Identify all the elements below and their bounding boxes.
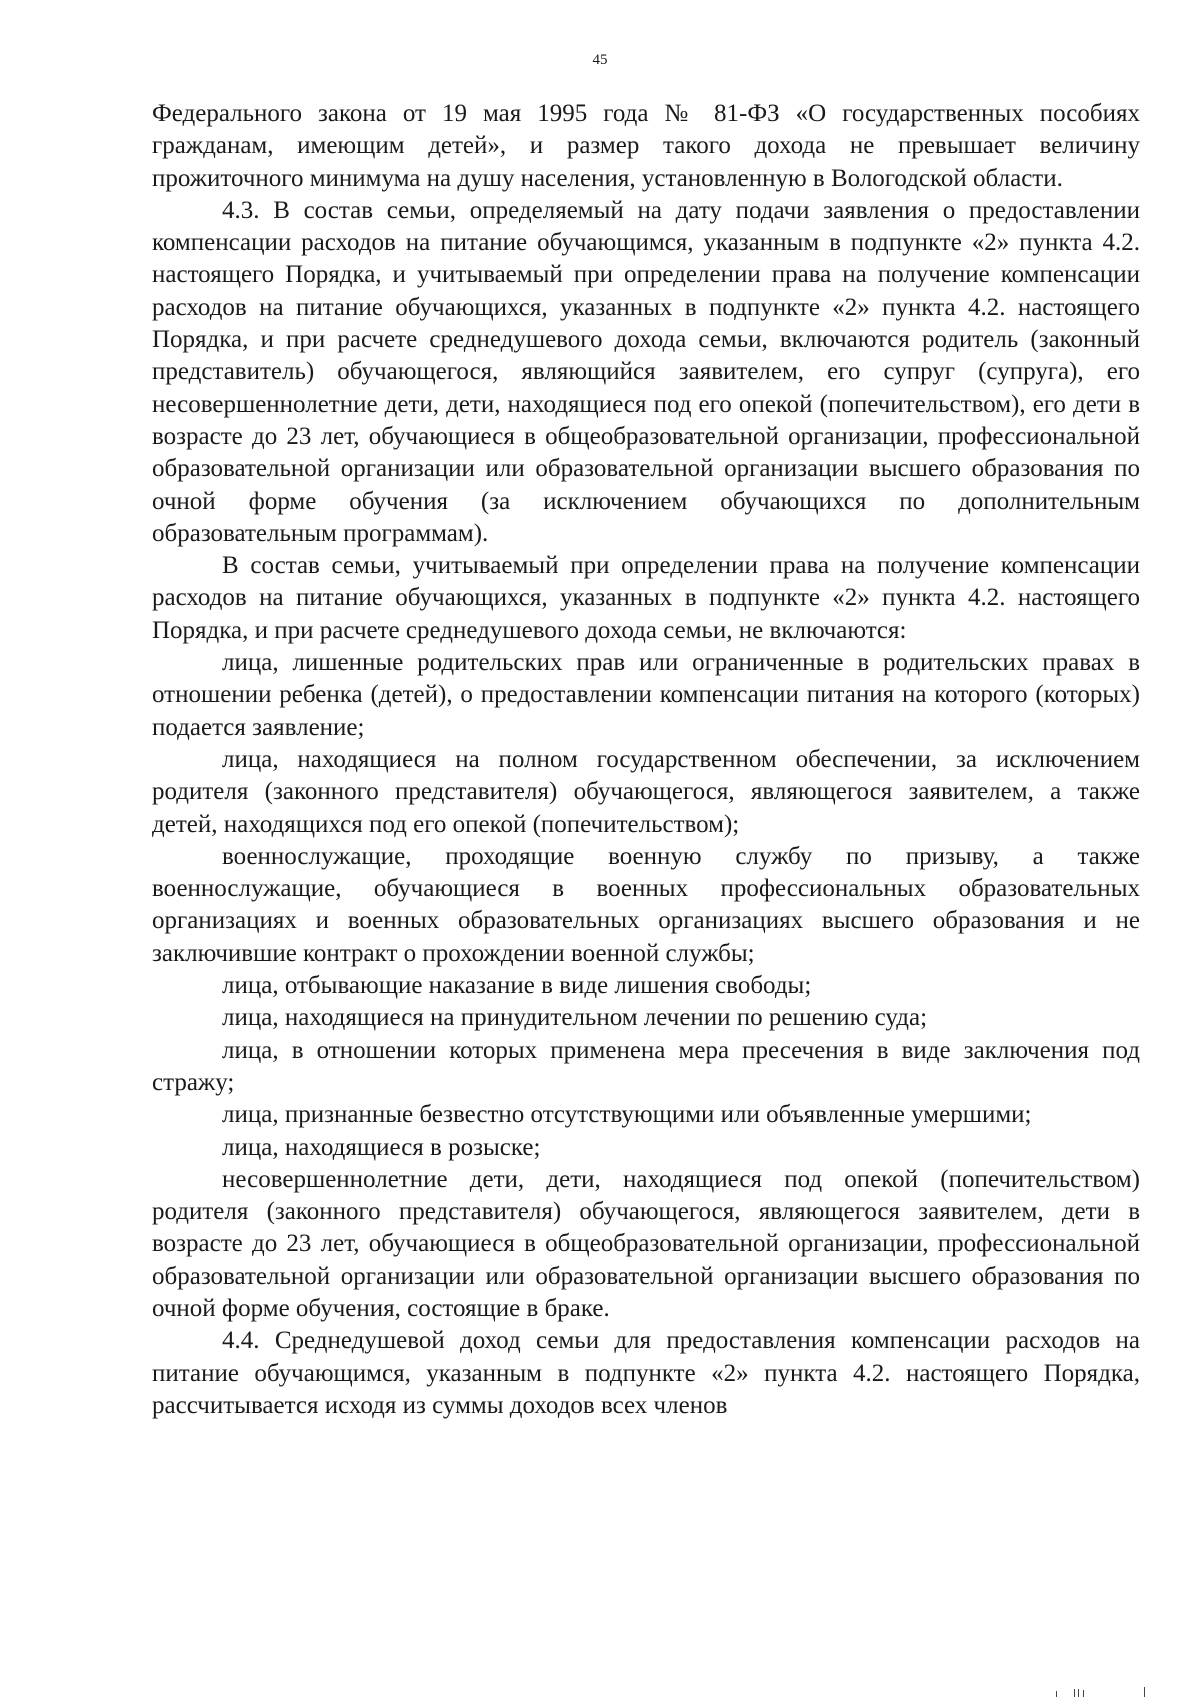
paragraph-exclusions-intro: В состав семьи, учитываемый при определении права на получение компенсации расходов на питание обучающихся, указанных в подпункте «2» пункта 4.2. настоящего Порядка, и при расчете среднедушевого дохода семьи, не включаются: [152,552,1140,644]
list-item-missing-or-deceased: лица, признанные безвестно отсутствующими или объявленные умершими; [222,1101,1032,1129]
paragraph-4-3: 4.3. В состав семьи, определяемый на дату подачи заявления о предоставлении компенсации расходов на питание обучающимся, указанным в подпункте «2» пункта 4.2. настоящего Порядка, и учитываемый при определении права на получение компенсации расходов на питание обучающихся, указанных в подпункте «2» пункта 4.2. настоящего Порядка, и при расчете среднедушевого дохода семьи, включаются родитель (законный представитель) обучающегося, являющийся заявителем, его супруг (супруга), его несовершеннолетние дети, дети, находящиеся под его опекой (попечительством), его дети в возрасте до 23 лет, обучающиеся в общеобразовательной организации, профессиональной образовательной организации или образовательной организации высшего образования по очной форме обучения (за исключением обучающихся по дополнительным образовательным программам). [152,196,1140,547]
paragraph-continuation: Федерального закона от 19 мая 1995 года № 81-ФЗ «О государственных пособиях гражданам, имеющим детей», и размер такого дохода не превышает величину прожиточного минимума на душу населения, установленную в Вологодской области. [152,100,1140,192]
list-item-wanted: лица, находящиеся в розыске; [222,1133,541,1161]
list-item-married-children: несовершеннолетние дети, дети, находящиеся под опекой (попечительством) родителя (законного представителя) обучающегося, являющегося заявителем, дети в возрасте до 23 лет, обучающиеся в общеобразовательной организации, профессиональной образовательной организации или образовательной организации высшего образования по очной форме обучения, состоящие в браке. [152,1165,1140,1322]
list-item-imprisoned: лица, отбывающие наказание в виде лишения свободы; [222,972,812,1000]
scan-artifact-marks [1052,1685,1152,1697]
list-item-deprived-rights: лица, лишенные родительских прав или ограниченные в родительских правах в отношении ребенка (детей), о предоставлении компенсации питания на которого (которых) подается заявление; [152,649,1140,741]
list-item-compulsory-treatment: лица, находящиеся на принудительном лечении по решению суда; [222,1004,928,1032]
list-item-custody: лица, в отношении которых применена мера пресечения в виде заключения под стражу; [152,1036,1140,1096]
paragraph-4-4: 4.4. Среднедушевой доход семьи для предоставления компенсации расходов на питание обучающимся, указанным в подпункте «2» пункта 4.2. настоящего Порядка, рассчитывается исходя из суммы доходов всех членов [152,1327,1140,1419]
list-item-military: военнослужащие, проходящие военную службу по призыву, а также военнослужащие, обучающиеся в военных профессиональных образовательных организациях и военных образовательных организациях высшего образования и не заключившие контракт о прохождении военной службы; [152,842,1140,967]
document-body [152,98,1140,1422]
list-item-state-support: лица, находящиеся на полном государственном обеспечении, за исключением родителя (законного представителя) обучающегося, являющегося заявителем, а также детей, находящихся под его опекой (попечительством); [152,745,1140,838]
page-number: 45 [592,52,608,68]
